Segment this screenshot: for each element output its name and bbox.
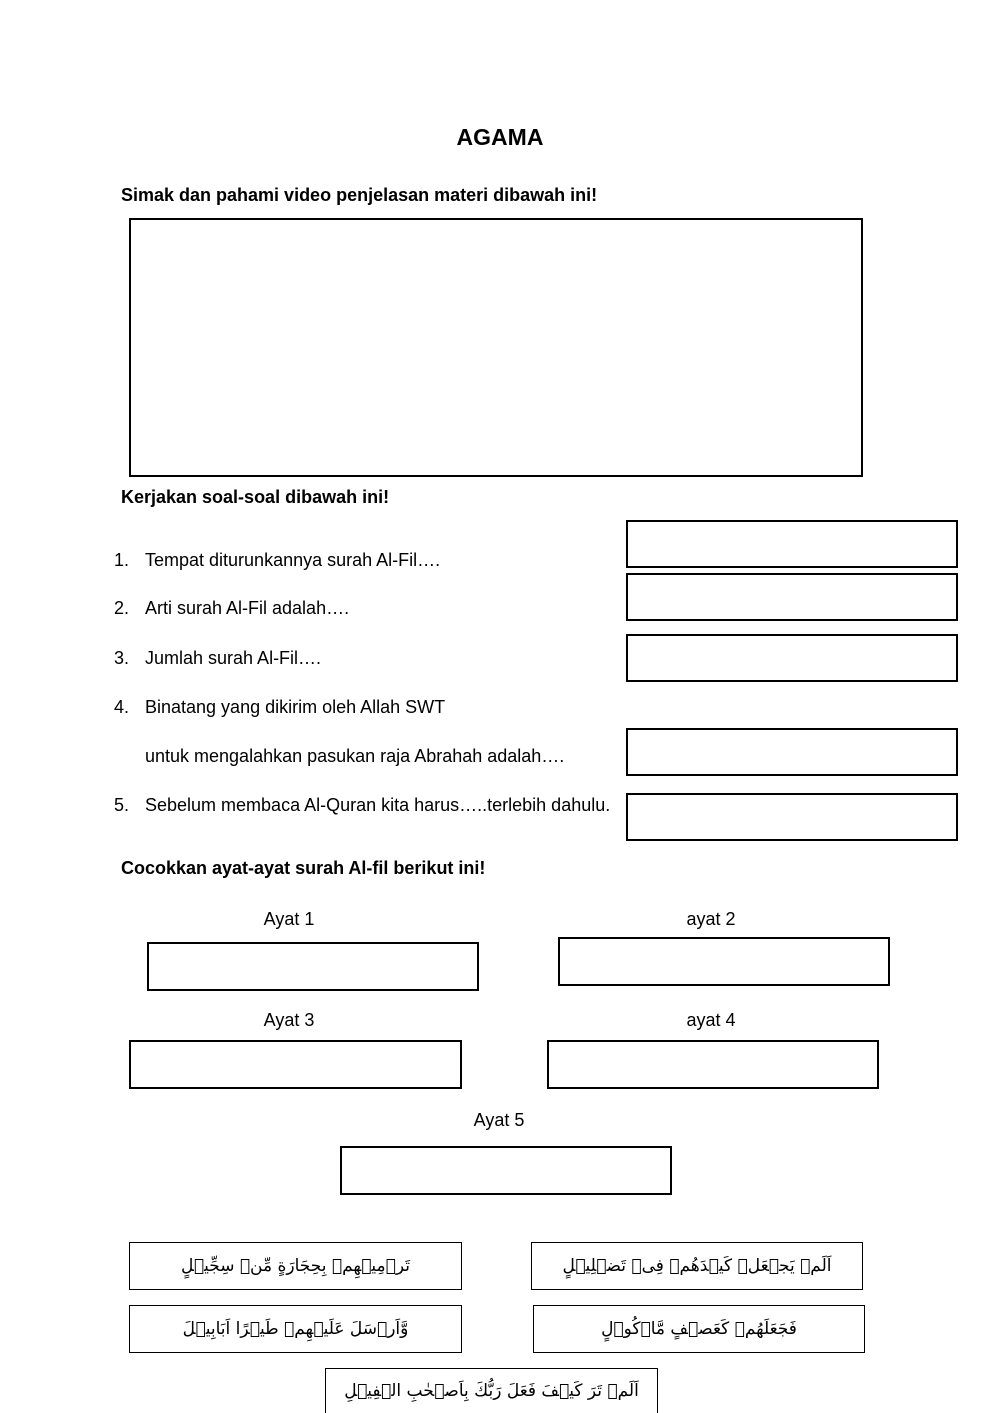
ayat-label: Ayat 3 <box>263 1010 315 1030</box>
question-number: 4. <box>114 697 130 717</box>
ayat-option-card[interactable]: اَلَمۡ تَرَ كَيۡفَ فَعَلَ رَبُّكَ بِاَصۡحٰبِ الۡفِيۡلِ <box>325 1368 658 1413</box>
video-instruction: Simak dan pahami video penjelasan materi dibawah ini! <box>121 185 598 205</box>
question-number: 1. <box>114 550 130 570</box>
video-frame[interactable] <box>129 218 863 477</box>
answer-box-3[interactable] <box>626 634 958 682</box>
question-text-continued: untuk mengalahkan pasukan raja Abrahah adalah…. <box>145 746 565 766</box>
answer-box-4[interactable] <box>626 728 958 776</box>
question-text: Jumlah surah Al-Fil…. <box>145 648 322 668</box>
drop-zone-ayat-3[interactable] <box>129 1040 462 1089</box>
drop-zone-ayat-1[interactable] <box>147 942 479 991</box>
question-number: 3. <box>114 648 130 668</box>
question-number: 5. <box>114 795 130 815</box>
answer-box-5[interactable] <box>626 793 958 841</box>
ayat-label: ayat 4 <box>686 1010 736 1030</box>
question-text: Sebelum membaca Al-Quran kita harus…..terlebih dahulu. <box>145 795 611 815</box>
match-instruction: Cocokkan ayat-ayat surah Al-fil berikut ini! <box>121 858 486 878</box>
ayat-option-card[interactable]: اَلَمۡ يَجۡعَلۡ كَيۡدَهُمۡ فِىۡ تَضۡلِيۡلٍ <box>531 1242 863 1290</box>
ayat-label: Ayat 1 <box>263 909 315 929</box>
question-text: Binatang yang dikirim oleh Allah SWT <box>145 697 446 717</box>
page-title: AGAMA <box>456 124 544 150</box>
answer-box-1[interactable] <box>626 520 958 568</box>
question-text: Tempat diturunkannya surah Al-Fil…. <box>145 550 441 570</box>
ayat-label: ayat 2 <box>686 909 736 929</box>
questions-instruction: Kerjakan soal-soal dibawah ini! <box>121 487 390 507</box>
answer-box-2[interactable] <box>626 573 958 621</box>
ayat-option-card[interactable]: فَجَعَلَهُمۡ كَعَصۡفٍ مَّاۡكُوۡلٍ <box>533 1305 865 1353</box>
ayat-label: Ayat 5 <box>473 1110 525 1130</box>
drop-zone-ayat-4[interactable] <box>547 1040 879 1089</box>
question-text: Arti surah Al-Fil adalah…. <box>145 598 350 618</box>
drop-zone-ayat-2[interactable] <box>558 937 890 986</box>
ayat-option-card[interactable]: وَّاَرۡسَلَ عَلَيۡهِمۡ طَيۡرًا اَبَابِيۡلَ <box>129 1305 462 1353</box>
question-number: 2. <box>114 598 130 618</box>
ayat-option-card[interactable]: تَرۡمِيۡهِمۡ بِحِجَارَةٍ مِّنۡ سِجِّيۡلٍ <box>129 1242 462 1290</box>
drop-zone-ayat-5[interactable] <box>340 1146 672 1195</box>
